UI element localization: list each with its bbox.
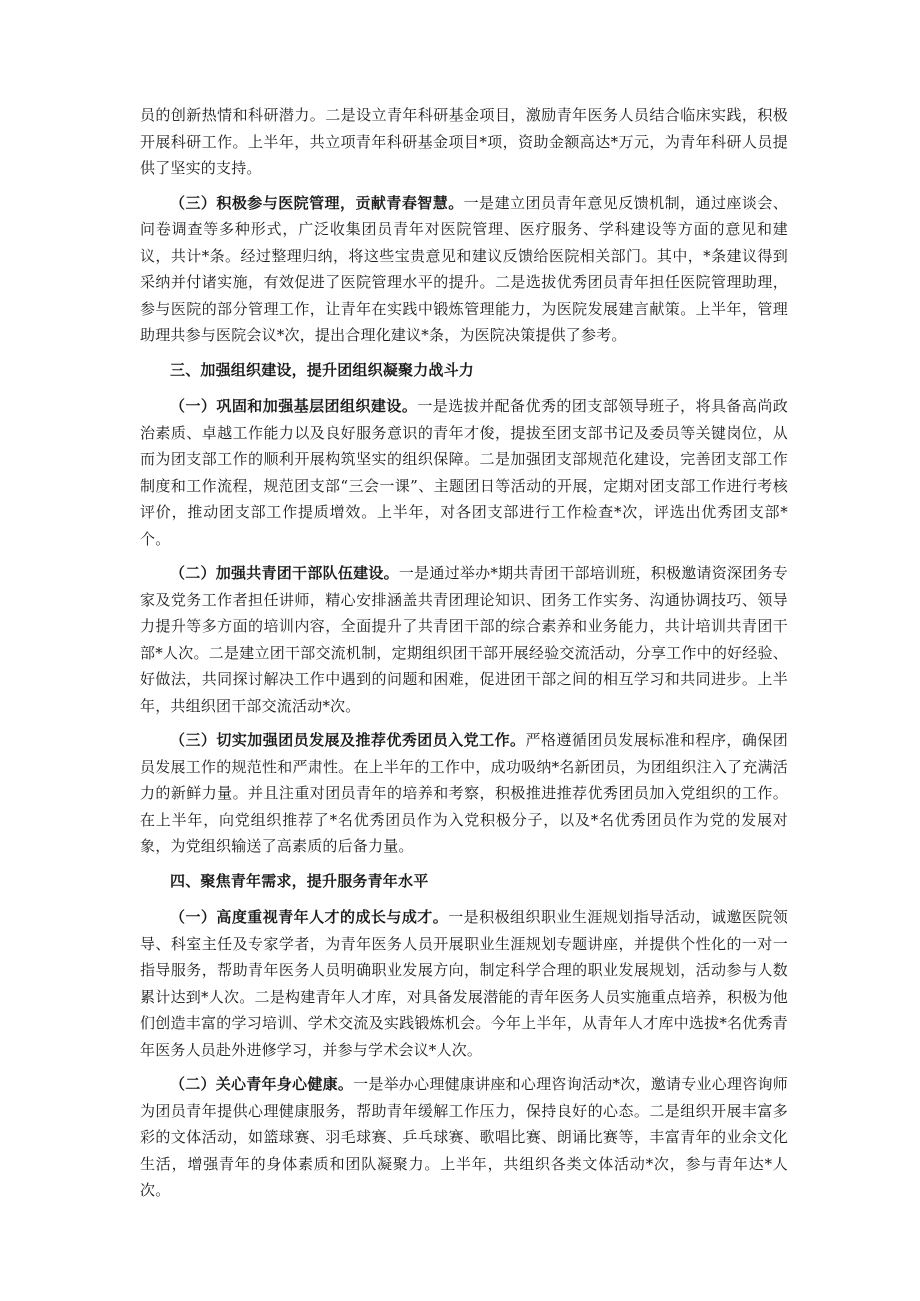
paragraph-grassroots-organization (140, 393, 788, 552)
paragraph-lead: （一）巩固和加强基层团组织建设。 (170, 397, 418, 415)
paragraph-research-fund: 员的创新热情和科研潜力。二是设立青年科研基金项目，激励青年医务人员结合临床实践，积极开展科研工作。上半年，共立项青年科研基金项目*项，资助金额高达*万元，为青年科研人员提供了坚实的支持。 (140, 106, 788, 177)
paragraph-talent-growth (140, 904, 788, 1063)
paragraph-health-care (140, 1071, 788, 1204)
document-page (140, 102, 788, 1212)
paragraph-lead: （一）高度重视青年人才的成长与成才。 (170, 908, 449, 926)
paragraph-lead: （三）积极参与医院管理，贡献青春智慧。 (170, 193, 464, 212)
paragraph-cadre-team (140, 560, 788, 719)
paragraph-lead: （二）关心青年身心健康。 (170, 1075, 354, 1093)
paragraph-lead: （二）加强共青团干部队伍建设。 (170, 564, 399, 582)
paragraph-body: 一是建立团员青年意见反馈机制，通过座谈会、问卷调查等多种形式，广泛收集团员青年对医院管理、医疗服务、学科建设等方面的意见和建议，共计*条。经过整理归纳，将这些宝贵意见和建议反馈给医院相关部门。其中，*条建议得到采纳并付诸实施，有效促进了医院管理水平的提升。二是选拔优秀团员青年担任医院管理助理，参与医院的部分管理工作，让青年在实践中锻炼管理能力，为医院发展建言献策。上半年，管理助理共参与医院会议*次，提出合理化建议*条，为医院决策提供了参考。 (140, 193, 788, 344)
paragraph-body: 严格遵循团员发展标准和程序，确保团员发展工作的规范性和严肃性。在上半年的工作中，成功吸纳*名新团员，为团组织注入了充满活力的新鲜力量。并且注重对团员青年的培养和考察，积极推进推荐优秀团员加入党组织的工作。在上半年，向党组织推荐了*名优秀团员作为入党积极分子，以及*名优秀团员作为党的发展对象，为党组织输送了高素质的后备力量。 (140, 731, 788, 855)
paragraph-body: 一是举办心理健康讲座和心理咨询活动*次，邀请专业心理咨询师为团员青年提供心理健康服务，帮助青年缓解工作压力，保持良好的心态。二是组织开展丰富多彩的文体活动，如篮球赛、羽毛球赛、乒乓球赛、歌唱比赛、朗诵比赛等，丰富青年的业余文化生活，增强青年的身体素质和团队凝聚力。上半年，共组织各类文体活动*次，参与青年达*人次。 (140, 1075, 788, 1199)
paragraph-member-development (140, 727, 788, 860)
paragraph-body: 一是通过举办*期共青团干部培训班，积极邀请资深团务专家及党务工作者担任讲师，精心安排涵盖共青团理论知识、团务工作实务、沟通协调技巧、领导力提升等多方面的培训内容，全面提升了共青团干部的综合素养和业务能力，共计培训共青团干部*人次。二是建立团干部交流机制，定期组织团干部开展经验交流活动，分享工作中的好经验、好做法，共同探讨解决工作中遇到的问题和困难，促进团干部之间的相互学习和共同进步。上半年，共组织团干部交流活动*次。 (140, 564, 788, 715)
paragraph-body: 一是选拔并配备优秀的团支部领导班子，将具备高尚政治素质、卓越工作能力以及良好服务意识的青年才俊，提拔至团支部书记及委员等关键岗位，从而为团支部工作的顺利开展构筑坚实的组织保障。二是加强团支部规范化建设，完善团支部工作制度和工作流程，规范团支部“三会一课”、主题团日等活动的开展，定期对团支部工作进行考核评价，推动团支部工作提质增效。上半年，对各团支部进行工作检查*次，评选出优秀团支部*个。 (140, 397, 789, 548)
paragraph-body: 一是积极组织职业生涯规划指导活动，诚邀医院领导、科室主任及专家学者，为青年医务人员开展职业生涯规划专题讲座，并提供个性化的一对一指导服务，帮助青年医务人员明确职业发展方向，制定科学合理的职业发展规划，活动参与人数累计达到*人次。二是构建青年人才库，对具备发展潜能的青年医务人员实施重点培养，积极为他们创造丰富的学习培训、学术交流及实践锻炼机会。今年上半年，从青年人才库中选拔*名优秀青年医务人员赴外进修学习，并参与学术会议*人次。 (140, 908, 788, 1059)
paragraph-hospital-management (140, 190, 788, 349)
section-heading-3: 三、加强组织建设，提升团组织凝聚力战斗力 (170, 360, 475, 379)
section-heading-4: 四、聚焦青年需求，提升服务青年水平 (170, 871, 429, 890)
paragraph-lead: （三）切实加强团员发展及推荐优秀团员入党工作。 (170, 731, 526, 749)
